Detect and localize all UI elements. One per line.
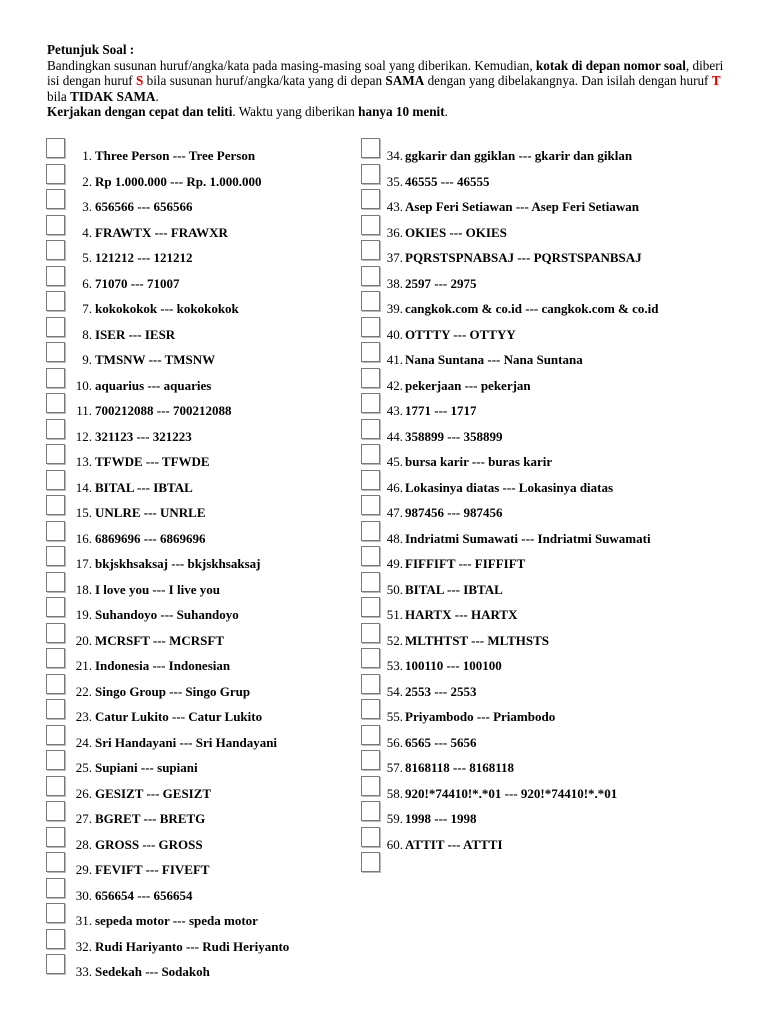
answer-checkbox[interactable] <box>361 776 380 796</box>
answer-checkbox[interactable] <box>361 240 380 260</box>
instr-bold-time: hanya 10 menit <box>358 104 445 120</box>
question-text: BITAL --- IBTAL <box>95 479 193 495</box>
question-text: 6869696 --- 6869696 <box>95 530 206 546</box>
question-number: 20. <box>75 632 92 648</box>
question-item <box>361 725 741 751</box>
answer-checkbox[interactable] <box>361 470 380 490</box>
question-number: 43. <box>386 403 403 418</box>
question-text: MLTHTST --- MLTHSTS <box>405 632 550 648</box>
question-text: I love you --- I live you <box>95 581 220 597</box>
question-number: 4. <box>82 224 92 240</box>
question-item <box>361 266 741 292</box>
instr-letter-s: S <box>136 73 144 89</box>
answer-checkbox[interactable] <box>361 827 380 847</box>
question-item <box>46 393 358 419</box>
question-item <box>361 623 741 649</box>
question-number: 50. <box>386 581 403 597</box>
question-item <box>46 929 358 955</box>
question-number: 32. <box>75 938 92 954</box>
answer-checkbox[interactable] <box>46 444 65 464</box>
question-number: 38. <box>386 275 403 291</box>
answer-checkbox[interactable] <box>361 342 380 362</box>
question-number: 11. <box>76 403 92 418</box>
question-number: 25. <box>75 760 92 775</box>
answer-checkbox[interactable] <box>361 572 380 592</box>
question-item <box>46 164 358 190</box>
question-item <box>361 801 741 827</box>
answer-checkbox[interactable] <box>46 138 65 158</box>
answer-checkbox[interactable] <box>361 495 380 515</box>
question-text: sepeda motor --- speda motor <box>95 913 258 928</box>
question-text: BITAL --- IBTAL <box>405 581 503 597</box>
question-text: OKIES --- OKIES <box>405 224 507 240</box>
question-item <box>361 776 741 802</box>
question-number: 37. <box>386 250 403 265</box>
question-number: 40. <box>386 326 403 342</box>
answer-checkbox[interactable] <box>361 852 380 872</box>
question-item <box>361 291 741 317</box>
question-item <box>361 674 741 700</box>
question-item <box>46 597 358 623</box>
question-number: 12. <box>75 428 92 444</box>
question-number: 24. <box>75 734 92 750</box>
question-text: 100110 --- 100100 <box>405 658 502 673</box>
question-item <box>46 827 358 853</box>
question-item <box>46 776 358 802</box>
question-item <box>46 317 358 343</box>
question-item <box>46 419 358 445</box>
answer-checkbox[interactable] <box>361 546 380 566</box>
instr-letter-t: T <box>711 73 721 89</box>
question-text: bkjskhsaksaj --- bkjskhsaksaj <box>95 556 261 571</box>
question-number: 35. <box>386 173 403 189</box>
question-number: 18. <box>75 581 92 597</box>
answer-checkbox[interactable] <box>361 138 380 158</box>
question-number: 28. <box>75 836 92 852</box>
question-number: 36. <box>386 224 403 240</box>
question-number: 7. <box>82 301 92 316</box>
answer-checkbox[interactable] <box>361 597 380 617</box>
instr-text: dengan yang dibelakangnya. Dan isilah dengan huruf <box>424 73 712 89</box>
question-text: Lokasinya diatas --- Lokasinya diatas <box>405 479 614 495</box>
question-item <box>46 266 358 292</box>
question-number: 2. <box>82 173 92 189</box>
question-number: 33. <box>75 964 92 979</box>
question-number: 45. <box>386 454 403 469</box>
question-number: 44. <box>386 428 403 444</box>
question-text: Supiani --- supiani <box>95 760 198 775</box>
question-number: 27. <box>75 811 92 826</box>
question-text: TMSNW --- TMSNW <box>95 352 216 367</box>
answer-checkbox[interactable] <box>46 291 65 311</box>
question-number: 10. <box>75 377 92 393</box>
question-text: 46555 --- 46555 <box>405 173 490 189</box>
question-item <box>361 189 741 215</box>
question-item <box>46 495 358 521</box>
answer-checkbox[interactable] <box>46 164 65 184</box>
answer-checkbox[interactable] <box>46 929 65 949</box>
question-text: BGRET --- BRETG <box>95 811 206 826</box>
instr-text: bila <box>47 88 71 104</box>
question-item <box>46 342 358 368</box>
question-item <box>361 419 741 445</box>
answer-checkbox[interactable] <box>46 393 65 413</box>
answer-checkbox[interactable] <box>46 368 65 388</box>
instr-text: , diberi isi dengan huruf <box>47 57 724 89</box>
instructions-paragraph-1 <box>47 58 737 105</box>
question-item <box>361 827 741 853</box>
question-number: 52. <box>386 632 403 648</box>
question-number: 48. <box>386 530 403 546</box>
answer-checkbox[interactable] <box>46 572 65 592</box>
answer-checkbox[interactable] <box>46 215 65 235</box>
question-item <box>361 699 741 725</box>
question-text: GROSS --- GROSS <box>95 836 203 852</box>
question-text: 656654 --- 656654 <box>95 887 193 903</box>
question-text: OTTTY --- OTTYY <box>405 326 516 342</box>
question-text: TFWDE --- TFWDE <box>95 454 210 469</box>
question-text: aquarius --- aquaries <box>95 377 212 393</box>
answer-checkbox[interactable] <box>46 878 65 898</box>
question-number: 23. <box>75 709 92 724</box>
question-item <box>361 597 741 623</box>
instructions-title: Petunjuk Soal : <box>47 42 135 57</box>
question-item <box>361 164 741 190</box>
instr-text: . <box>444 104 448 120</box>
question-text: 321123 --- 321223 <box>95 428 192 444</box>
answer-checkbox[interactable] <box>361 317 380 337</box>
answer-checkbox[interactable] <box>46 903 65 923</box>
question-text: pekerjaan --- pekerjan <box>405 377 531 393</box>
question-number: 31. <box>75 913 92 928</box>
question-text: UNLRE --- UNRLE <box>95 505 206 520</box>
answer-checkbox[interactable] <box>46 342 65 362</box>
answer-checkbox[interactable] <box>46 597 65 617</box>
question-item <box>46 801 358 827</box>
question-text: bursa karir --- buras karir <box>405 454 553 469</box>
question-number: 34. <box>386 148 403 163</box>
question-text: 121212 --- 121212 <box>95 250 193 265</box>
question-item <box>46 240 358 266</box>
question-text: 358899 --- 358899 <box>405 428 503 444</box>
question-text: Indonesia --- Indonesian <box>95 658 231 673</box>
question-text: 1998 --- 1998 <box>405 811 477 826</box>
question-item <box>361 368 741 394</box>
question-number: 43. <box>386 199 403 214</box>
answer-checkbox[interactable] <box>46 827 65 847</box>
instructions <box>47 42 737 120</box>
answer-checkbox[interactable] <box>361 521 380 541</box>
answer-checkbox[interactable] <box>46 954 65 974</box>
question-item <box>361 215 741 241</box>
instr-bold-fast: Kerjakan dengan cepat dan teliti <box>47 104 233 120</box>
instr-bold-box: kotak di depan nomor soal <box>535 57 686 73</box>
question-text: Sedekah --- Sodakoh <box>95 964 210 979</box>
answer-checkbox[interactable] <box>46 699 65 719</box>
answer-checkbox[interactable] <box>361 266 380 286</box>
question-text: cangkok.com & co.id --- cangkok.com & co.id <box>405 301 659 316</box>
question-number: 29. <box>75 862 92 877</box>
question-number: 58. <box>386 785 403 801</box>
question-text: Rp 1.000.000 --- Rp. 1.000.000 <box>95 173 262 189</box>
question-text: Three Person --- Tree Person <box>95 148 256 163</box>
question-text: Indriatmi Sumawati --- Indriatmi Suwamati <box>405 530 651 546</box>
question-text: FIFFIFT --- FIFFIFT <box>405 556 526 571</box>
question-number: 47. <box>386 505 403 520</box>
question-number: 51. <box>386 607 403 622</box>
question-text: kokokokok --- kokokokok <box>95 301 239 316</box>
answer-checkbox[interactable] <box>46 648 65 668</box>
question-item <box>46 852 358 878</box>
question-number: 59. <box>386 811 403 826</box>
question-text: Asep Feri Setiawan --- Asep Feri Setiawan <box>405 199 639 214</box>
question-text: 2553 --- 2553 <box>405 683 477 699</box>
answer-checkbox[interactable] <box>361 189 380 209</box>
question-number: 1. <box>82 148 92 163</box>
question-text: 656566 --- 656566 <box>95 199 193 214</box>
question-number: 21. <box>75 658 92 673</box>
question-item <box>46 903 358 929</box>
answer-checkbox[interactable] <box>361 419 380 439</box>
question-number: 9. <box>82 352 92 367</box>
answer-checkbox[interactable] <box>46 801 65 821</box>
question-number: 56. <box>386 734 403 750</box>
question-number: 53. <box>386 658 403 673</box>
answer-checkbox[interactable] <box>46 495 65 515</box>
question-text: HARTX --- HARTX <box>405 607 518 622</box>
question-number: 8. <box>82 326 92 342</box>
question-item <box>46 750 358 776</box>
answer-checkbox[interactable] <box>46 725 65 745</box>
answer-checkbox[interactable] <box>361 674 380 694</box>
instr-bold-tidak-sama: TIDAK SAMA <box>70 88 156 104</box>
answer-checkbox[interactable] <box>46 546 65 566</box>
answer-checkbox[interactable] <box>361 368 380 388</box>
answer-checkbox[interactable] <box>361 725 380 745</box>
question-text: FEVIFT --- FIVEFT <box>95 862 210 877</box>
question-number: 19. <box>75 607 92 622</box>
question-item <box>46 291 358 317</box>
question-item <box>46 368 358 394</box>
question-item <box>46 572 358 598</box>
question-text: PQRSTSPNABSAJ --- PQRSTSPANBSAJ <box>405 250 642 265</box>
question-text: ggkarir dan ggiklan --- gkarir dan giklan <box>405 148 633 163</box>
instr-text: Bandingkan susunan huruf/angka/kata pada masing-masing soal yang diberikan. Kemudian, <box>47 57 536 73</box>
question-item <box>361 444 741 470</box>
question-column-left <box>46 138 358 980</box>
answer-checkbox[interactable] <box>361 164 380 184</box>
question-item <box>361 495 741 521</box>
question-number: 49. <box>386 556 403 571</box>
question-item <box>46 189 358 215</box>
question-item <box>46 215 358 241</box>
question-item <box>46 546 358 572</box>
question-text: Rudi Hariyanto --- Rudi Heriyanto <box>95 938 290 954</box>
question-column-right <box>361 138 741 878</box>
question-item <box>361 521 741 547</box>
question-number: 54. <box>386 683 403 699</box>
question-item <box>46 444 358 470</box>
question-item <box>361 750 741 776</box>
question-text: 8168118 --- 8168118 <box>405 760 515 775</box>
answer-checkbox[interactable] <box>46 240 65 260</box>
answer-checkbox[interactable] <box>46 317 65 337</box>
question-text: ATTIT --- ATTTI <box>405 836 503 852</box>
question-text: Priyambodo --- Priambodo <box>405 709 556 724</box>
question-item <box>361 138 741 164</box>
question-text: Catur Lukito --- Catur Lukito <box>95 709 263 724</box>
question-item <box>46 138 358 164</box>
question-text: 2597 --- 2975 <box>405 275 477 291</box>
instr-text: . Waktu yang diberikan <box>232 104 359 120</box>
question-text: GESIZT --- GESIZT <box>95 785 212 801</box>
question-number: 13. <box>75 454 92 469</box>
question-text: 71070 --- 71007 <box>95 275 180 291</box>
answer-checkbox[interactable] <box>46 470 65 490</box>
question-number: 17. <box>75 556 92 571</box>
answer-checkbox[interactable] <box>46 189 65 209</box>
answer-checkbox[interactable] <box>46 266 65 286</box>
question-text: Singo Group --- Singo Grup <box>95 683 251 699</box>
question-item <box>46 674 358 700</box>
answer-checkbox[interactable] <box>361 801 380 821</box>
question-text: FRAWTX --- FRAWXR <box>95 224 228 240</box>
question-number: 6. <box>82 275 92 291</box>
question-item <box>361 852 741 878</box>
instructions-paragraph-2 <box>47 104 737 120</box>
question-text: 920!*74410!*.*01 --- 920!*74410!*.*01 <box>405 785 618 801</box>
question-number: 22. <box>75 683 92 699</box>
question-item <box>361 572 741 598</box>
question-item <box>361 342 741 368</box>
instr-bold-sama: SAMA <box>385 73 425 89</box>
answer-checkbox[interactable] <box>361 215 380 235</box>
question-number: 14. <box>75 479 92 495</box>
question-item <box>361 648 741 674</box>
question-number: 30. <box>75 887 92 903</box>
question-number: 60. <box>386 836 403 852</box>
answer-checkbox[interactable] <box>46 623 65 643</box>
question-item <box>46 878 358 904</box>
question-number: 46. <box>386 479 403 495</box>
answer-checkbox[interactable] <box>361 750 380 770</box>
answer-checkbox[interactable] <box>361 623 380 643</box>
question-item <box>46 470 358 496</box>
question-item <box>361 317 741 343</box>
question-item <box>361 393 741 419</box>
question-number: 42. <box>386 377 403 393</box>
answer-checkbox[interactable] <box>361 393 380 413</box>
question-number: 16. <box>75 530 92 546</box>
question-text: Sri Handayani --- Sri Handayani <box>95 734 278 750</box>
question-number: 39. <box>386 301 403 316</box>
answer-checkbox[interactable] <box>361 699 380 719</box>
answer-checkbox[interactable] <box>46 852 65 872</box>
question-item <box>46 521 358 547</box>
instr-text: bila susunan huruf/angka/kata yang di depan <box>143 73 386 89</box>
answer-checkbox[interactable] <box>361 291 380 311</box>
answer-checkbox[interactable] <box>46 674 65 694</box>
question-text: 1771 --- 1717 <box>405 403 477 418</box>
answer-checkbox[interactable] <box>46 521 65 541</box>
answer-checkbox[interactable] <box>361 648 380 668</box>
question-text: 987456 --- 987456 <box>405 505 503 520</box>
question-item <box>46 954 358 980</box>
question-item <box>46 623 358 649</box>
answer-checkbox[interactable] <box>361 444 380 464</box>
question-number: 41. <box>386 352 403 367</box>
question-item <box>46 725 358 751</box>
question-number: 5. <box>82 250 92 265</box>
question-text: 6565 --- 5656 <box>405 734 477 750</box>
question-number: 3. <box>82 199 92 214</box>
question-item <box>361 240 741 266</box>
question-item <box>361 546 741 572</box>
question-text: 700212088 --- 700212088 <box>95 403 232 418</box>
question-number: 55. <box>386 709 403 724</box>
answer-checkbox[interactable] <box>46 776 65 796</box>
question-text: MCRSFT --- MCRSFT <box>95 632 225 648</box>
question-text: Nana Suntana --- Nana Suntana <box>405 352 583 367</box>
instr-text: . <box>155 88 159 104</box>
question-number: 57. <box>386 760 403 775</box>
answer-checkbox[interactable] <box>46 419 65 439</box>
question-item <box>361 470 741 496</box>
answer-checkbox[interactable] <box>46 750 65 770</box>
question-item <box>46 648 358 674</box>
question-text: Suhandoyo --- Suhandoyo <box>95 607 239 622</box>
question-item <box>46 699 358 725</box>
question-text: ISER --- IESR <box>95 326 176 342</box>
question-number: 26. <box>75 785 92 801</box>
question-number: 15. <box>75 505 92 520</box>
